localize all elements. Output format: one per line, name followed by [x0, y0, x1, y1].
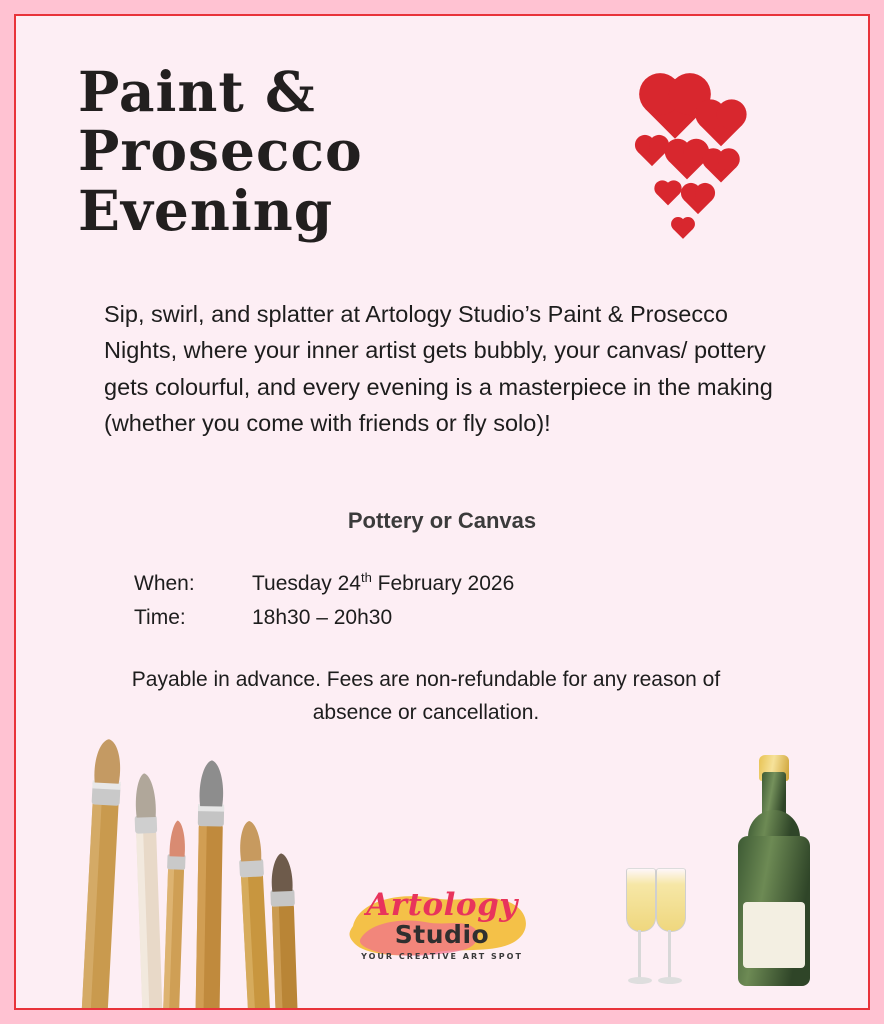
- logo: [337, 882, 547, 982]
- heart-icon: [669, 143, 706, 180]
- heart-icon: [673, 219, 693, 239]
- title-line-2: Evening: [78, 177, 334, 243]
- detail-label-time: Time:: [134, 605, 186, 629]
- subtitle-text: Pottery or Canvas: [347, 508, 537, 533]
- logo-text: [337, 887, 547, 961]
- logo-tagline: YOUR CREATIVE ART SPOT: [361, 951, 523, 961]
- heart-icon: [700, 104, 742, 146]
- bottle-label: [743, 902, 805, 968]
- logo-brand-second: Studio: [394, 920, 490, 949]
- title-line-1: Paint & Prosecco: [78, 59, 363, 184]
- payment-notice: Payable in advance. Fees are non-refundable for any reason of absence or cancellation.: [131, 668, 721, 724]
- event-details: [134, 568, 514, 635]
- paint-brushes-icon: [52, 728, 312, 1008]
- table-row: [134, 568, 514, 602]
- page-title: [78, 59, 618, 243]
- intro-paragraph: Sip, swirl, and splatter at Artology Studio’s Paint & Prosecco Nights, where your inner artist gets bubbly, your canvas/ pottery gets colourful, and every evening is a masterpiece in the making (whether you come with friends or fly solo)!: [104, 301, 773, 437]
- poster-inner-border: [14, 14, 870, 1010]
- detail-value-time: 18h30 – 20h30: [252, 605, 393, 629]
- prosecco-icon: [626, 756, 816, 986]
- heart-icon: [705, 151, 736, 182]
- heart-icon: [684, 186, 712, 214]
- brushes-svg: [52, 728, 312, 1008]
- detail-date-main: Tuesday 24: [252, 572, 361, 595]
- subtitle: [16, 508, 868, 534]
- heart-icon: [638, 138, 666, 166]
- detail-date-ordinal: th: [360, 570, 372, 585]
- logo-brand: Artology: [366, 887, 518, 923]
- table-row: [134, 602, 514, 636]
- detail-label-when: When:: [134, 572, 195, 595]
- heart-icon: [657, 183, 680, 206]
- detail-date-month: February 2026: [371, 572, 515, 595]
- hearts-icon: [636, 64, 776, 264]
- detail-value-when: [252, 568, 514, 602]
